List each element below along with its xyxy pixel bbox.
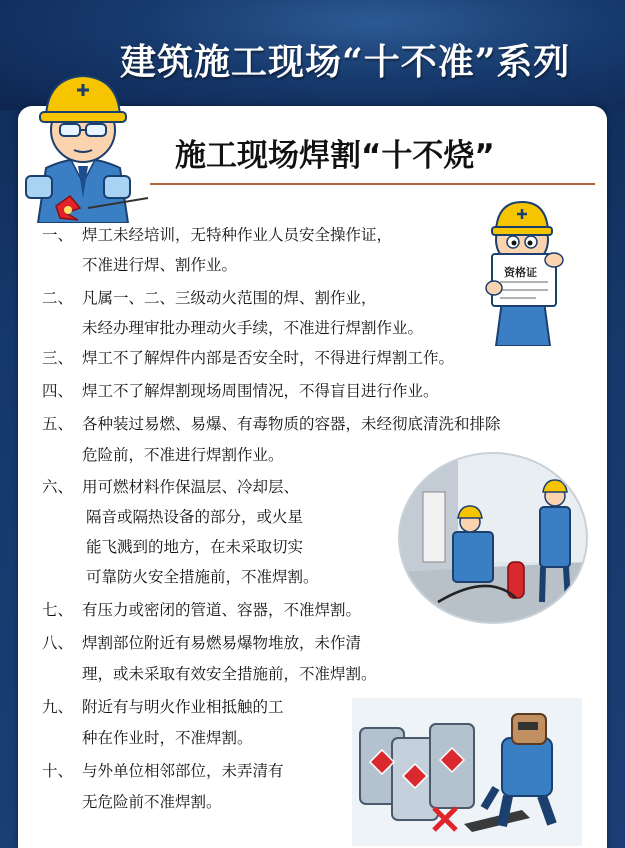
rule-item: 九、 附近有与明火作业相抵触的工: [42, 698, 284, 716]
rule-item-continued: 隔音或隔热设备的部分，或火星: [86, 508, 304, 526]
welding-scene-icon: [398, 452, 588, 624]
flammable-barrels-icon: [352, 698, 582, 846]
series-title: 建筑施工现场“十不准”系列: [120, 41, 571, 83]
rule-item: 五、 各种装过易燃、易爆、有毒物质的容器，未经彻底清洗和排除: [42, 415, 501, 433]
rule-item-continued: 种在作业时，不准焊割。: [82, 729, 253, 747]
rule-item-continued: 未经办理审批办理动火手续，不准进行焊割作业。: [82, 319, 424, 337]
rule-item-continued: 可靠防火安全措施前，不准焊割。: [86, 568, 319, 586]
title-underline: [150, 183, 595, 185]
rule-item: 七、 有压力或密闭的管道、容器，不准焊割。: [42, 601, 362, 619]
rule-item-continued: 无危险前不准焊割。: [82, 793, 222, 811]
rule-item: 六、 用可燃材料作保温层、冷却层、: [42, 478, 300, 496]
welder-cartoon-icon: [8, 58, 158, 223]
page-title: 施工现场焊割“十不烧”: [175, 138, 495, 174]
certificate-label: 资格证: [504, 266, 537, 279]
rule-item: 二、 凡属一、二、三级动火范围的焊、割作业，: [42, 289, 377, 307]
rule-item-continued: 能飞溅到的地方，在未采取切实: [86, 538, 304, 556]
rule-item: 八、 焊割部位附近有易燃易爆物堆放，未作清: [42, 634, 362, 652]
rule-item-continued: 危险前，不准进行焊割作业。: [82, 446, 284, 464]
rule-item: 十、 与外单位相邻部位，未弄清有: [42, 762, 284, 780]
rule-item-continued: 理，或未采取有效安全措施前，不准焊割。: [82, 665, 377, 683]
rule-item: 一、 焊工未经培训，无特种作业人员安全操作证，: [42, 226, 393, 244]
rule-item-continued: 不准进行焊、割作业。: [82, 256, 238, 274]
rule-item: 四、 焊工不了解焊割现场周围情况，不得盲目进行作业。: [42, 382, 439, 400]
rule-item: 三、 焊工不了解焊件内部是否安全时，不得进行焊割工作。: [42, 349, 455, 367]
